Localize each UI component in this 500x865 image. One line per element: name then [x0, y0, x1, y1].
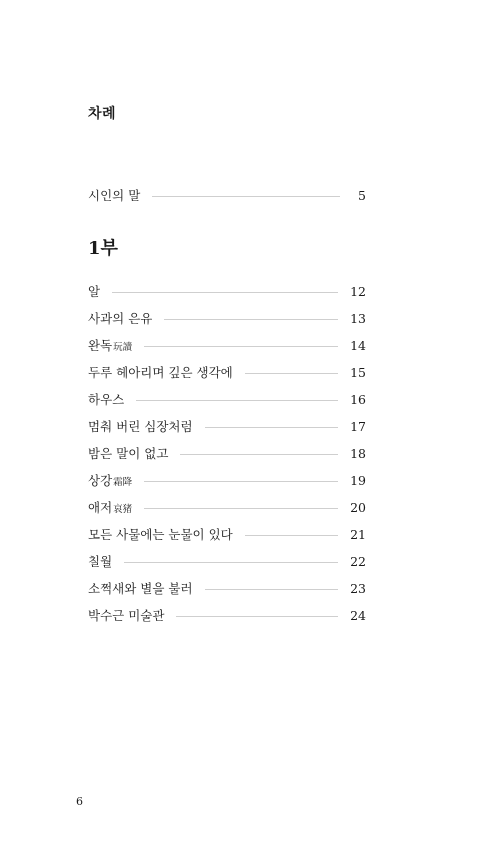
toc-entry	[88, 524, 366, 544]
toc-entry-title: 박수근 미술관	[88, 608, 165, 623]
toc-entry-title: 소쩍새와 별을 불러	[88, 581, 193, 596]
toc-heading: 차례	[88, 106, 117, 122]
toc-entry-page: 12	[350, 283, 366, 299]
toc-leader-line	[205, 427, 339, 428]
toc-leader-line	[245, 535, 338, 536]
toc-leader-line	[245, 373, 338, 374]
toc-entry-page: 19	[350, 472, 366, 488]
toc-entry	[88, 470, 366, 490]
toc-entry-page: 24	[350, 607, 366, 623]
toc-entry-preface	[88, 185, 366, 205]
toc-entry-page: 22	[350, 553, 366, 569]
toc-entry-title: 시인의 말	[88, 188, 141, 203]
toc-leader-line	[124, 562, 338, 563]
toc-leader-line	[152, 196, 340, 197]
toc-entry-hanja: 玩讀	[113, 342, 133, 353]
toc-leader-line	[180, 454, 338, 455]
toc-entry-page: 23	[350, 580, 366, 596]
toc-entry	[88, 578, 366, 598]
toc-entry-page: 13	[350, 310, 366, 326]
page-number: 6	[76, 795, 83, 808]
toc-entry-title: 완독玩讀	[88, 338, 133, 353]
toc-leader-line	[136, 400, 338, 401]
toc-entry	[88, 335, 366, 355]
toc-entry-hanja: 霜降	[113, 477, 133, 488]
toc-entry-title: 사과의 은유	[88, 311, 153, 326]
toc-leader-line	[144, 508, 338, 509]
toc-entry	[88, 308, 366, 328]
toc-entry-page: 17	[350, 418, 366, 434]
toc-leader-line	[144, 346, 338, 347]
toc-entry-title: 멈춰 버린 심장처럼	[88, 419, 193, 434]
toc-leader-line	[112, 292, 338, 293]
toc-entry-page: 21	[350, 526, 366, 542]
toc-entry	[88, 443, 366, 463]
toc-leader-line	[164, 319, 338, 320]
toc-entry	[88, 362, 366, 382]
toc-leader-line	[144, 481, 338, 482]
toc-entry-page: 18	[350, 445, 366, 461]
toc-entry	[88, 416, 366, 436]
toc-entry-hanja: 哀猪	[113, 504, 133, 515]
toc-entry-title: 하우스	[88, 392, 125, 407]
toc-entry-title: 밤은 말이 없고	[88, 446, 169, 461]
toc-entry-title: 모든 사물에는 눈물이 있다	[88, 527, 233, 542]
toc-entry-title: 상강霜降	[88, 473, 133, 488]
toc-entry	[88, 551, 366, 571]
toc-entry-page: 14	[350, 337, 366, 353]
toc-entry-page: 16	[350, 391, 366, 407]
toc-entry-page: 20	[350, 499, 366, 515]
toc-entry	[88, 497, 366, 517]
toc-entry-page: 15	[350, 364, 366, 380]
toc-entry	[88, 605, 366, 625]
toc-entry	[88, 281, 366, 301]
toc-entry-title: 애저哀猪	[88, 500, 133, 515]
toc-entry-title: 알	[88, 284, 101, 299]
part-title: 1부	[88, 238, 118, 259]
toc-entry-page: 5	[358, 187, 366, 203]
toc-entry-title: 두루 헤아리며 깊은 생각에	[88, 365, 233, 380]
toc-leader-line	[205, 589, 339, 590]
toc-leader-line	[176, 616, 338, 617]
toc-entry-title: 칠월	[88, 554, 113, 569]
toc-entry	[88, 389, 366, 409]
